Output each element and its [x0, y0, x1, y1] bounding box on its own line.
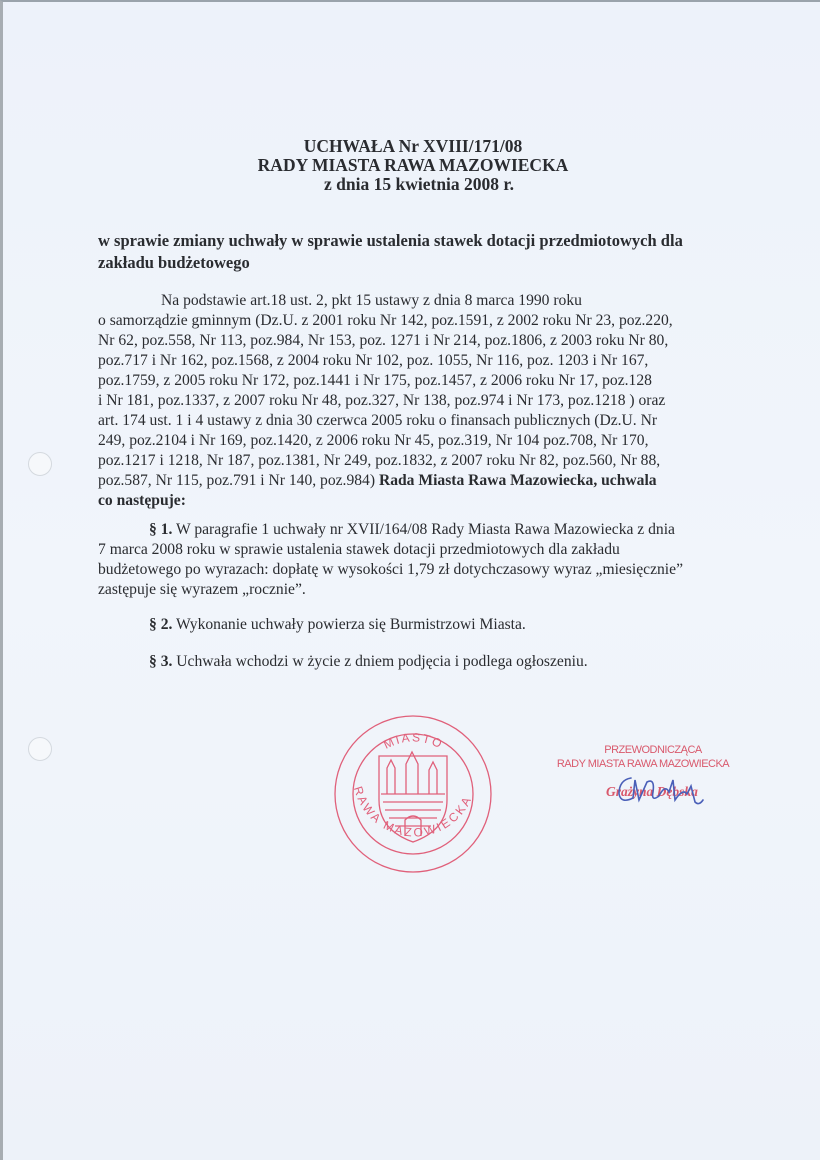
preamble-line: o samorządzie gminnym (Dz.U. z 2001 roku Nr 142, poz.1591, z 2002 roku Nr 23, poz.220, [98, 312, 673, 329]
preamble-line: 249, poz.2104 i Nr 169, poz.1420, z 2006 roku Nr 45, poz.319, Nr 104 poz.708, Nr 170, [98, 432, 649, 449]
preamble-line [98, 471, 657, 491]
preamble-line: poz.717 i Nr 162, poz.1568, z 2004 roku Nr 102, poz. 1055, Nr 116, poz. 1203 i Nr 167, [98, 352, 649, 369]
section-line: 7 marca 2008 roku w sprawie ustalenia stawek dotacji przedmiotowych dla zakładu [98, 541, 620, 558]
svg-text:RAWA MAZOWIECKA [351, 785, 475, 840]
resolution-number: UCHWAŁA Nr XVIII/171/08 [303, 136, 523, 156]
signatory-name: Grażyna Dębska [606, 784, 698, 799]
section-line [149, 615, 526, 635]
tower-icon [406, 752, 418, 794]
subject-line: w sprawie zmiany uchwały w sprawie ustalenia stawek dotacji przedmiotowych dla [98, 231, 683, 250]
preamble-closing: co następuje: [98, 492, 186, 509]
resolution-subject [98, 230, 738, 274]
section-line [149, 520, 675, 540]
resolution-date: z dnia 15 kwietnia 2008 r. [324, 174, 514, 194]
signature-council: RADY MIASTA RAWA MAZOWIECKA [556, 758, 730, 770]
section-mark: § 3. [149, 653, 173, 670]
stamp-top-text: MIASTO [381, 730, 446, 752]
council-resolves: Rada Miasta Rawa Mazowiecka, uchwala [378, 472, 657, 489]
preamble-line: Na podstawie art.18 ust. 2, pkt 15 ustawy z dnia 8 marca 1990 roku [161, 292, 582, 309]
city-seal-stamp [331, 712, 496, 877]
section-text: Wykonanie uchwały powierza się Burmistrzowi Miasta. [172, 616, 526, 633]
preamble-line: art. 174 ust. 1 i 4 ustawy z dnia 30 czerwca 2005 roku o finansach publicznych (Dz.U. Nr [98, 412, 658, 429]
tower-icon [387, 760, 395, 794]
svg-text:MIASTO [381, 730, 446, 751]
tower-icon [429, 762, 437, 794]
stamp-bottom-text: RAWA MAZOWIECKA [350, 784, 475, 840]
section-text: Uchwała wchodzi w życie z dniem podjęcia i podlega ogłoszeniu. [172, 653, 588, 670]
council-name: RADY MIASTA RAWA MAZOWIECKA [257, 155, 569, 175]
handwritten-signature [603, 770, 713, 810]
section-mark: § 2. [149, 616, 173, 633]
section-line [149, 652, 588, 672]
preamble-line: poz.1759, z 2005 roku Nr 172, poz.1441 i Nr 175, poz.1457, z 2006 roku Nr 17, poz.128 [98, 372, 652, 389]
section-mark: § 1. [149, 521, 173, 538]
preamble-line: poz.1217 i 1218, Nr 187, poz.1381, Nr 249, poz.1832, z 2007 roku Nr 82, poz.560, Nr 88, [98, 452, 661, 469]
section-line: budżetowego po wyrazach: dopłatę w wysokości 1,79 zł dotychczasowy wyraz „miesięcznie” [98, 561, 683, 578]
punch-hole [28, 737, 52, 761]
preamble-line: Nr 62, poz.558, Nr 113, poz.984, Nr 153, poz. 1271 i Nr 214, poz.1806, z 2003 roku Nr 80, [98, 332, 669, 349]
section-text: W paragrafie 1 uchwały nr XVII/164/08 Rady Miasta Rawa Mazowiecka z dnia [172, 521, 675, 538]
preamble-line: i Nr 181, poz.1337, z 2007 roku Nr 48, poz.327, Nr 138, poz.974 i Nr 173, poz.1218 ) oraz [98, 392, 666, 409]
signature-title: PRZEWODNICZĄCA [604, 744, 702, 756]
preamble-text: poz.587, Nr 115, poz.791 i Nr 140, poz.984) [98, 472, 379, 489]
section-line: zastępuje się wyrazem „rocznie”. [98, 581, 306, 598]
subject-line: zakładu budżetowego [98, 253, 250, 272]
punch-hole [28, 452, 52, 476]
